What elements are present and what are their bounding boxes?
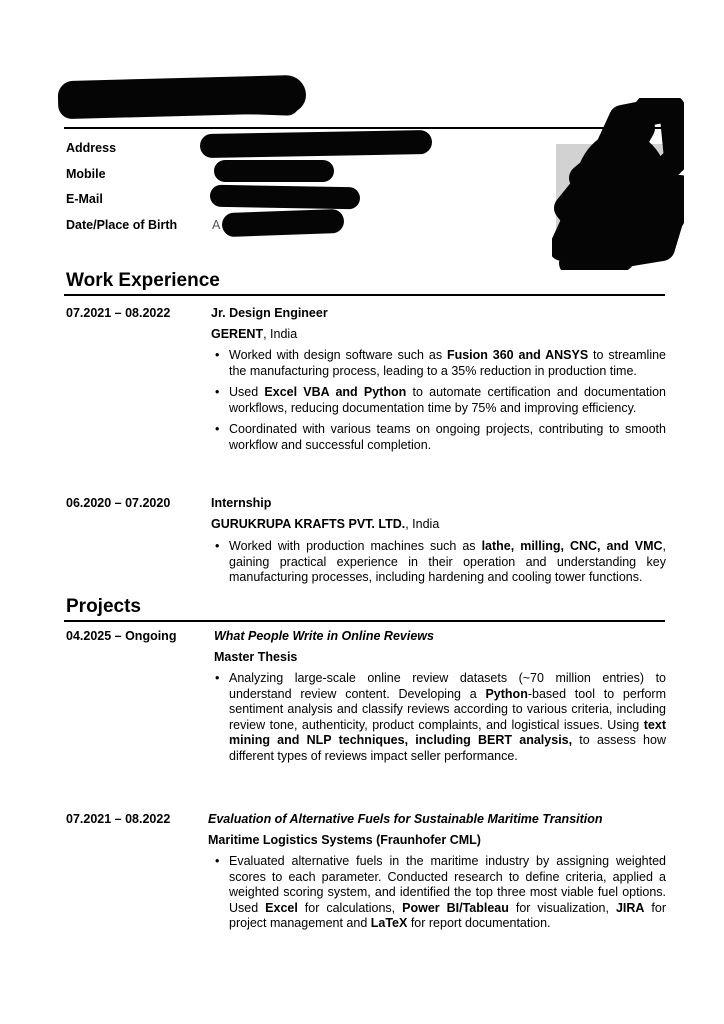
bullet-item [211, 854, 666, 932]
dob-value: A [212, 218, 221, 232]
bullet-text: for report documentation. [407, 916, 551, 930]
mobile-label: Mobile [66, 167, 106, 181]
address-label: Address [66, 141, 117, 155]
bullet-text: to assess how different types of reviews impact seller performance. [229, 733, 666, 763]
bullet-text: Coordinated with various teams on ongoing projects, contributing to smooth workflow and successful completion. [229, 422, 666, 452]
bullet-text: for visualization, [508, 900, 616, 915]
project-date-2: 07.2021 – 08.2022 [66, 812, 171, 826]
bullet-text: for calculations, [297, 900, 403, 915]
bullet-bold-text: JIRA [615, 900, 645, 915]
bullet-text: to automate certification and documentation workflows, reducing documentation time by 75% and improving efficiency. [229, 385, 667, 415]
work-bullets-2 [211, 539, 666, 592]
work-experience-heading: Work Experience [66, 270, 220, 291]
project-bullets-1 [211, 671, 666, 770]
work-org-2 [211, 517, 439, 531]
work-date-2: 06.2020 – 07.2020 [66, 496, 171, 510]
bullet-item [211, 422, 666, 453]
bullet-item [211, 348, 666, 379]
bullet-bold-text: Power BI/Tableau [402, 900, 509, 915]
bullet-item [211, 385, 666, 416]
bullet-bold-text: Python [485, 686, 528, 701]
bullet-text: Analyzing large-scale online review datasets (~70 million entries) to understand review content. Developing a [229, 671, 666, 701]
redacted-mobile [214, 160, 334, 182]
work-date-1: 07.2021 – 08.2022 [66, 306, 171, 320]
work-role-2: Internship [211, 496, 272, 510]
bullet-text: Worked with production machines such as [229, 539, 482, 553]
bullet-bold-text: lathe, milling, CNC, and VMC [481, 539, 663, 553]
bullet-text: for project management and [229, 900, 667, 930]
project-bullets-2 [211, 854, 666, 938]
project-title-2: Evaluation of Alternative Fuels for Sustainable Maritime Transition [208, 812, 603, 826]
project-date-1: 04.2025 – Ongoing [66, 629, 177, 643]
work-org-1 [211, 327, 297, 341]
work-org-name-1: GERENT [211, 327, 264, 341]
work-org-suffix-2: , India [405, 517, 440, 531]
redacted-dob [222, 209, 345, 237]
bullet-text: to streamline the manufacturing process, leading to a 35% reduction in production time. [229, 348, 666, 378]
bullet-text: , gaining practical experience in their operation and understanding key manufacturing processes, including hardening and cooling tower functions. [229, 539, 667, 584]
bullet-bold-text: LaTeX [370, 916, 408, 930]
bullet-bold-text: Excel [265, 900, 298, 915]
bullet-text: -based tool to perform sentiment analysis and classify reviews according to various criteria, including review tone, authenticity, product complaints, and logistical issues. Using [229, 686, 666, 732]
work-org-suffix-1: , India [263, 327, 298, 341]
bullet-bold-text: text mining and NLP techniques, including BERT analysis, [229, 717, 666, 747]
dob-label: Date/Place of Birth [66, 218, 178, 232]
project-subtitle-1: Master Thesis [214, 650, 298, 664]
redacted-email [210, 185, 360, 210]
project-subtitle-2: Maritime Logistics Systems (Fraunhofer CML) [208, 833, 481, 847]
bullet-text: Evaluated alternative fuels in the maritime industry by assigning weighted scores to each parameter. Conducted research to define criteria, applied a weighted scoring system, and identified the top three most viable fuel options. Used [229, 854, 666, 915]
bullet-item [211, 671, 666, 764]
redacted-photo-scribble [552, 98, 684, 270]
redacted-address [200, 130, 432, 158]
project-title-1: What People Write in Online Reviews [214, 629, 434, 643]
email-label: E-Mail [66, 192, 103, 206]
bullet-text: Used [229, 385, 265, 399]
bullet-bold-text: Fusion 360 and ANSYS [446, 348, 589, 362]
work-rule [64, 294, 665, 296]
bullet-item [211, 539, 666, 586]
work-bullets-1 [211, 348, 666, 459]
bullet-bold-text: Excel VBA and Python [264, 385, 407, 399]
bullet-text: Worked with design software such as [229, 348, 447, 362]
projects-rule [64, 620, 665, 622]
work-org-name-2: GURUKRUPA KRAFTS PVT. LTD. [211, 517, 406, 531]
work-role-1: Jr. Design Engineer [211, 306, 328, 320]
projects-heading: Projects [66, 596, 141, 617]
